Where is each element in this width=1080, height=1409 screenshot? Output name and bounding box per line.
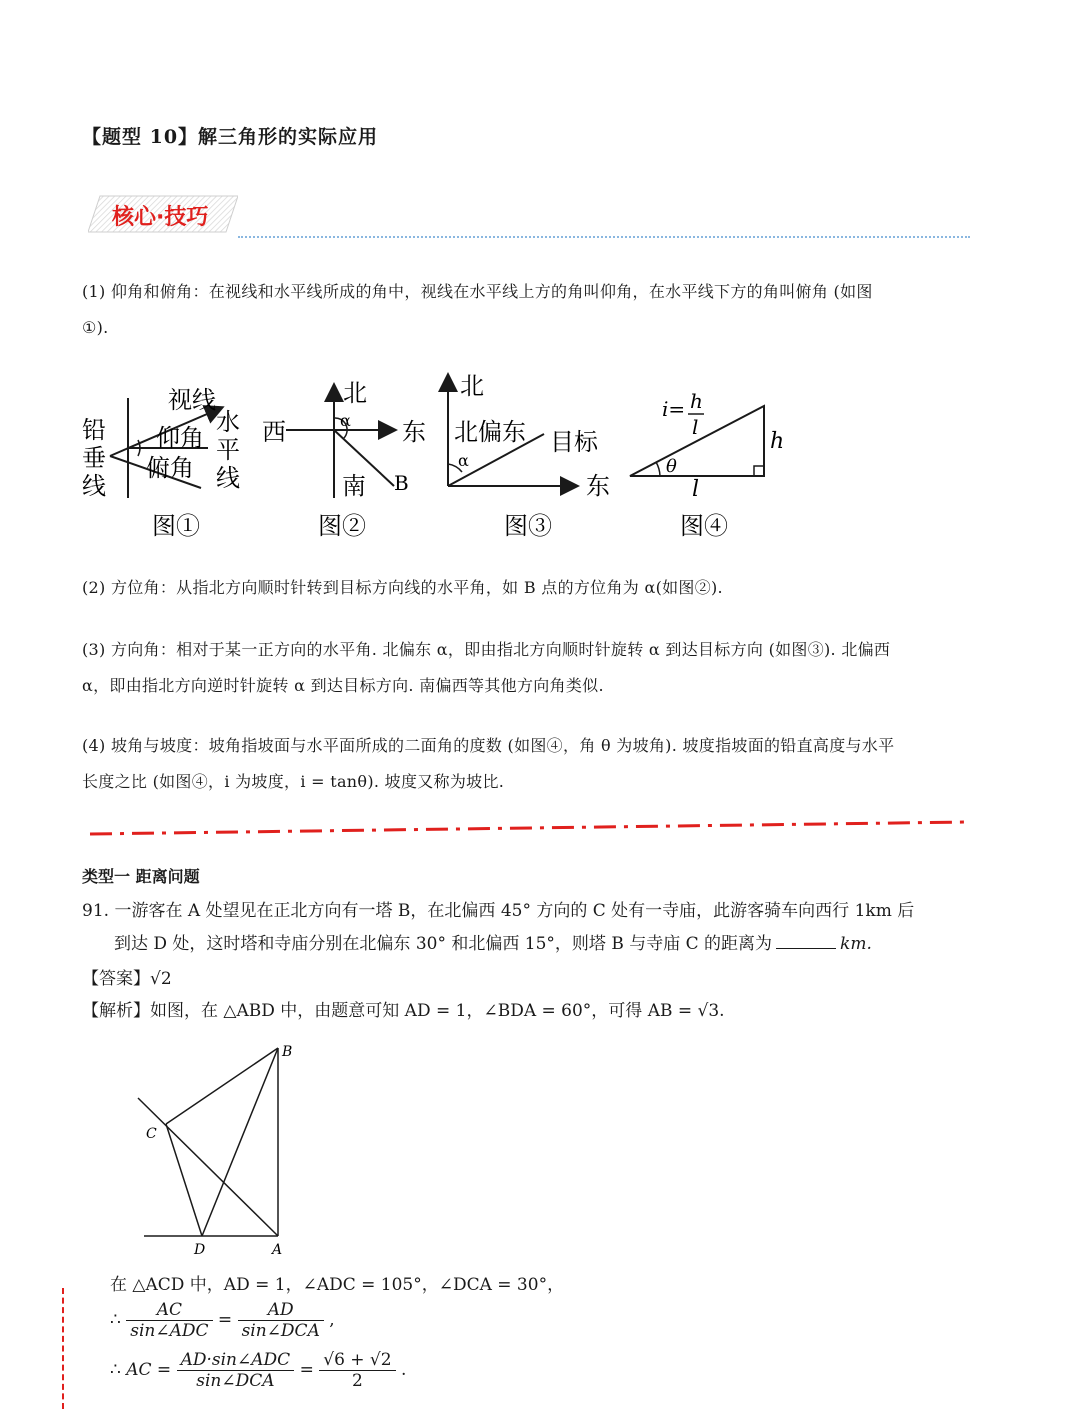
fig4-theta: θ <box>666 456 677 477</box>
fig1-elev: 仰角 <box>156 424 204 452</box>
fig3-east: 东 <box>586 472 610 500</box>
therefore-2: ∴ <box>110 1360 121 1380</box>
paragraph-3-line-1: (3) 方向角：相对于某一正方向的水平角. 北偏东 α，即由指北方向顺时针旋转 α 到达目标方向 (如图③). 北偏西 <box>82 640 891 659</box>
fig4-l: l <box>692 477 700 502</box>
figure-4 <box>620 368 800 548</box>
red-divider <box>88 814 972 840</box>
figure-1 <box>82 386 240 540</box>
banner-title: 核心·技巧 <box>112 205 209 230</box>
fig3-caption: 图③ <box>504 512 552 540</box>
fig1-sight: 视线 <box>168 386 216 414</box>
frac-ad-sin-product <box>177 1350 295 1391</box>
geometry-diagram <box>132 1036 302 1262</box>
paragraph-1-line-1: (1) 仰角和俯角：在视线和水平线所成的角中，视线在水平线上方的角叫仰角，在水平线下方的角叫俯角 (如图 <box>82 282 873 301</box>
fig1-h2: 平 <box>216 436 240 464</box>
frac-ac-sinadc <box>126 1300 212 1341</box>
fig3-ne: 北偏东 <box>454 418 526 446</box>
eq2-den-2: 2 <box>352 1371 363 1391</box>
paragraph-4 <box>82 728 1000 800</box>
eq2-num-2: √6 + √2 <box>319 1350 395 1371</box>
paragraph-4-line-2: 长度之比 (如图④，i 为坡度，i = tanθ). 坡度又称为坡比. <box>82 772 505 791</box>
question-text: 到达 D 处，这时塔和寺庙分别在北偏东 30° 和北偏西 15°，则塔 B 与寺庙 C 的距离为 <box>114 934 773 954</box>
fig4-h: h <box>770 429 785 454</box>
point-d: D <box>194 1242 206 1258</box>
paragraph-4-line-1: (4) 坡角与坡度：坡角指坡面与水平面所成的二面角的度数 (如图④，角 θ 为坡角). 坡度指坡面的铅直高度与水平 <box>82 736 895 755</box>
solution-line-acd: 在 △ACD 中，AD = 1，∠ADC = 105°，∠DCA = 30°， <box>110 1275 565 1295</box>
fig2-b: B <box>394 471 409 495</box>
eq2-den-1: sin∠DCA <box>196 1371 275 1391</box>
fig4-h-frac: h <box>690 389 703 413</box>
subsection-title: 类型一 距离问题 <box>82 867 200 886</box>
fig1-v1: 铅 <box>82 416 106 444</box>
eq1-num-2: AD <box>238 1300 324 1321</box>
answer-line <box>82 964 172 989</box>
left-dashed-margin <box>62 1288 64 1409</box>
fig2-west: 西 <box>262 418 286 446</box>
paragraph-3 <box>82 632 1000 704</box>
question-line-2 <box>114 929 872 954</box>
eq2-tail: . <box>401 1360 407 1380</box>
paragraph-3-line-2: α，即由指北方向逆时针旋转 α 到达目标方向. 南偏西等其他方向角类似. <box>82 676 604 695</box>
figure-2 <box>262 379 426 540</box>
section-heading: 【题型 10】解三角形的实际应用 <box>82 126 379 148</box>
fig3-target: 目标 <box>550 428 598 456</box>
equation-1 <box>110 1300 335 1341</box>
point-a: A <box>272 1242 283 1258</box>
question-line-1: 91. 一游客在 A 处望见在正北方向有一塔 B，在北偏西 45° 方向的 C 处有一寺庙，此游客骑车向西行 1km 后 <box>82 901 915 921</box>
fig1-dep: 俯角 <box>146 454 194 482</box>
fig4-l-frac: l <box>692 415 699 439</box>
point-b: B <box>282 1044 293 1060</box>
fig4-i: i= <box>662 397 686 421</box>
answer-value: √2 <box>150 969 172 989</box>
dotted-divider <box>238 236 970 238</box>
answer-blank <box>776 948 836 949</box>
fig3-alpha: α <box>458 451 469 470</box>
eq2-equals: = <box>299 1360 314 1380</box>
fig2-north: 北 <box>343 379 367 407</box>
unit-km: km. <box>840 934 872 954</box>
eq1-tail: , <box>329 1310 335 1330</box>
fig1-h3: 线 <box>216 464 240 492</box>
fig4-caption: 图④ <box>680 512 728 540</box>
fig1-h1: 水 <box>216 408 240 436</box>
eq1-den-2: sin∠DCA <box>241 1321 320 1341</box>
equation-2 <box>110 1350 406 1391</box>
point-c: C <box>146 1126 157 1142</box>
eq2-lhs: AC = <box>126 1360 172 1380</box>
answer-label: 【答案】 <box>82 969 150 989</box>
eq2-num-1: AD·sin∠ADC <box>177 1350 295 1371</box>
fig2-east: 东 <box>402 418 426 446</box>
frac-ad-sindca <box>238 1300 324 1341</box>
fig2-caption: 图② <box>318 512 366 540</box>
fig2-south: 南 <box>342 472 366 500</box>
eq1-equals: = <box>217 1310 233 1330</box>
fig2-alpha: α <box>340 411 351 430</box>
paragraph-1-line-2: ①). <box>82 318 109 337</box>
fig3-north: 北 <box>460 372 484 400</box>
therefore-1: ∴ <box>110 1310 121 1330</box>
paragraph-2: (2) 方位角：从指北方向顺时针转到目标方向线的水平角，如 B 点的方位角为 α(如图②). <box>82 578 723 597</box>
fig1-caption: 图① <box>152 512 200 540</box>
paragraph-1 <box>82 274 1000 346</box>
fig1-v3: 线 <box>82 472 106 500</box>
eq1-den-1: sin∠ADC <box>130 1321 209 1341</box>
frac-root-result <box>319 1350 395 1391</box>
figure-3 <box>448 372 610 540</box>
figures-row <box>76 368 636 548</box>
eq1-num-1: AC <box>126 1300 212 1321</box>
fig1-v2: 垂 <box>82 444 106 472</box>
analysis-line: 【解析】如图，在 △ABD 中，由题意可知 AD = 1，∠BDA = 60°，可得 AB = √3. <box>82 1001 725 1021</box>
